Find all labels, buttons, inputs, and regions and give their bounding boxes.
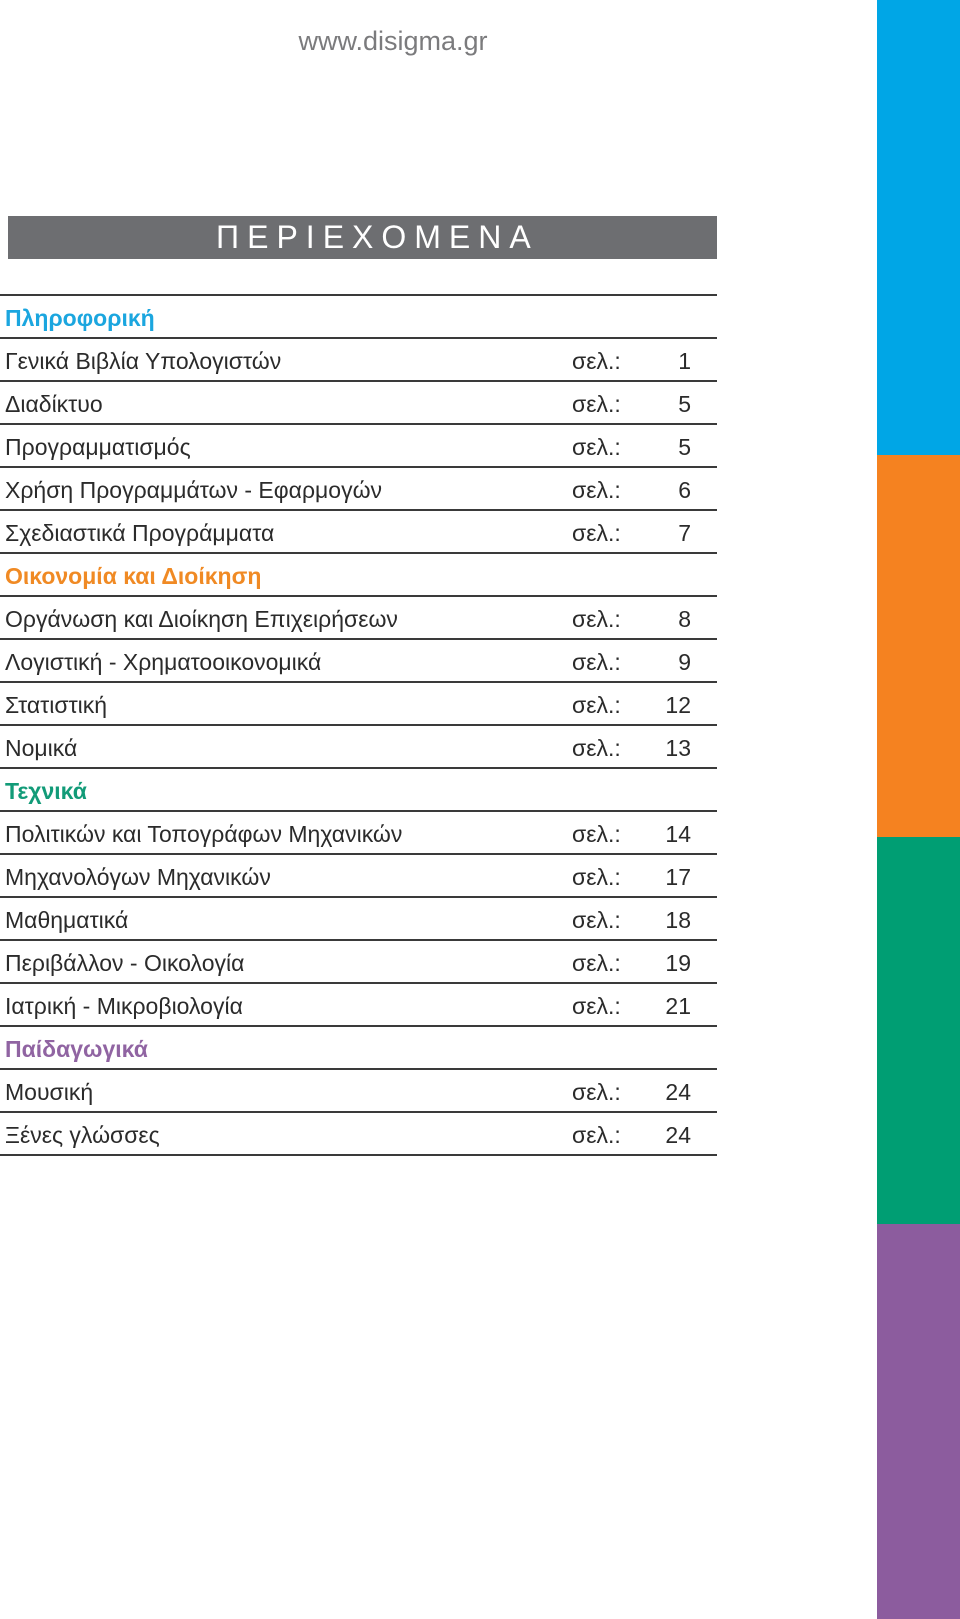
section-heading xyxy=(0,1027,717,1070)
tab-informatics xyxy=(877,0,960,455)
toc-entry xyxy=(0,1070,717,1113)
toc-entry-title: Πολιτικών και Τοπογράφων Μηχανικών xyxy=(5,821,403,847)
toc-entry-title: Σχεδιαστικά Προγράμματα xyxy=(5,520,275,546)
toc-entry-title: Ξένες γλώσσες xyxy=(5,1122,160,1148)
section-heading xyxy=(0,554,717,597)
toc-entry xyxy=(0,640,717,683)
toc-entry-page-label: σελ.: xyxy=(572,434,621,460)
toc-entry-title: Στατιστική xyxy=(5,692,108,718)
toc-entry-page-label: σελ.: xyxy=(572,391,621,417)
section-heading xyxy=(0,769,717,812)
tab-technical xyxy=(877,837,960,1224)
toc-entry-page-number: 24 xyxy=(665,1122,691,1148)
toc-entry xyxy=(0,425,717,468)
toc-entry-page-number: 5 xyxy=(678,434,691,460)
toc-entry-page-label: σελ.: xyxy=(572,1079,621,1105)
toc-entry-page-number: 13 xyxy=(665,735,691,761)
toc-entry xyxy=(0,511,717,554)
section-heading xyxy=(0,296,717,339)
toc-entry-title: Λογιστική - Χρηματοοικονομικά xyxy=(5,649,322,675)
toc-entry-title: Περιβάλλον - Οικολογία xyxy=(5,950,245,976)
toc-entry xyxy=(0,984,717,1027)
toc-entry-page-label: σελ.: xyxy=(572,520,621,546)
section-heading-label: Παίδαγωγικά xyxy=(5,1036,148,1062)
toc-entry xyxy=(0,597,717,640)
toc-entry xyxy=(0,382,717,425)
toc-entry-page-number: 19 xyxy=(665,950,691,976)
toc-entry-page-label: σελ.: xyxy=(572,348,621,374)
toc-entry-title: Ιατρική - Μικροβιολογία xyxy=(5,993,243,1019)
toc-entry xyxy=(0,683,717,726)
toc-entry-page-number: 5 xyxy=(678,391,691,417)
tab-pedagogical xyxy=(877,1224,960,1619)
toc-entry-title: Μηχανολόγων Μηχανικών xyxy=(5,864,271,890)
toc-entry-title: Νομικά xyxy=(5,735,78,761)
toc-entry xyxy=(0,898,717,941)
toc-entry-page-label: σελ.: xyxy=(572,477,621,503)
toc-entry xyxy=(0,941,717,984)
page-title: ΠΕΡΙΕΧΟΜΕΝΑ xyxy=(8,216,717,259)
section-heading-label: Τεχνικά xyxy=(5,778,87,804)
toc-entry xyxy=(0,812,717,855)
toc-entry-page-number: 12 xyxy=(665,692,691,718)
toc-entry-page-label: σελ.: xyxy=(572,692,621,718)
toc-entry-page-number: 9 xyxy=(678,649,691,675)
toc-entry-title: Μουσική xyxy=(5,1079,94,1105)
table-of-contents xyxy=(0,294,717,1156)
toc-entry-title: Προγραμματισμός xyxy=(5,434,191,460)
toc-entry-page-number: 7 xyxy=(678,520,691,546)
toc-entry-page-number: 17 xyxy=(665,864,691,890)
toc-entry-page-label: σελ.: xyxy=(572,606,621,632)
toc-entry-page-label: σελ.: xyxy=(572,993,621,1019)
toc-entry-page-label: σελ.: xyxy=(572,821,621,847)
toc-entry-page-label: σελ.: xyxy=(572,735,621,761)
section-heading-label: Πληροφορική xyxy=(5,305,155,331)
toc-entry-page-label: σελ.: xyxy=(572,864,621,890)
toc-entry-page-number: 1 xyxy=(678,348,691,374)
toc-entry-page-number: 8 xyxy=(678,606,691,632)
toc-entry-title: Οργάνωση και Διοίκηση Επιχειρήσεων xyxy=(5,606,398,632)
toc-entry-page-label: σελ.: xyxy=(572,950,621,976)
toc-entry-page-label: σελ.: xyxy=(572,907,621,933)
toc-entry xyxy=(0,855,717,898)
color-tabs xyxy=(877,0,960,1619)
toc-entry-title: Μαθηματικά xyxy=(5,907,129,933)
section-heading-label: Οικονομία και Διοίκηση xyxy=(5,563,262,589)
toc-entry-page-number: 18 xyxy=(665,907,691,933)
toc-entry-page-number: 6 xyxy=(678,477,691,503)
toc-entry-title: Χρήση Προγραμμάτων - Εφαρμογών xyxy=(5,477,383,503)
toc-entry-title: Διαδίκτυο xyxy=(5,391,103,417)
toc-entry-page-number: 24 xyxy=(665,1079,691,1105)
toc-entry xyxy=(0,468,717,511)
toc-entry-title: Γενικά Βιβλία Υπολογιστών xyxy=(5,348,282,374)
site-url: www.disigma.gr xyxy=(298,26,488,56)
toc-entry-page-label: σελ.: xyxy=(572,1122,621,1148)
toc-entry-page-number: 21 xyxy=(665,993,691,1019)
tab-economics xyxy=(877,455,960,837)
toc-entry-page-number: 14 xyxy=(665,821,691,847)
toc-entry xyxy=(0,1113,717,1156)
toc-entry xyxy=(0,726,717,769)
toc-entry-page-label: σελ.: xyxy=(572,649,621,675)
toc-entry xyxy=(0,339,717,382)
